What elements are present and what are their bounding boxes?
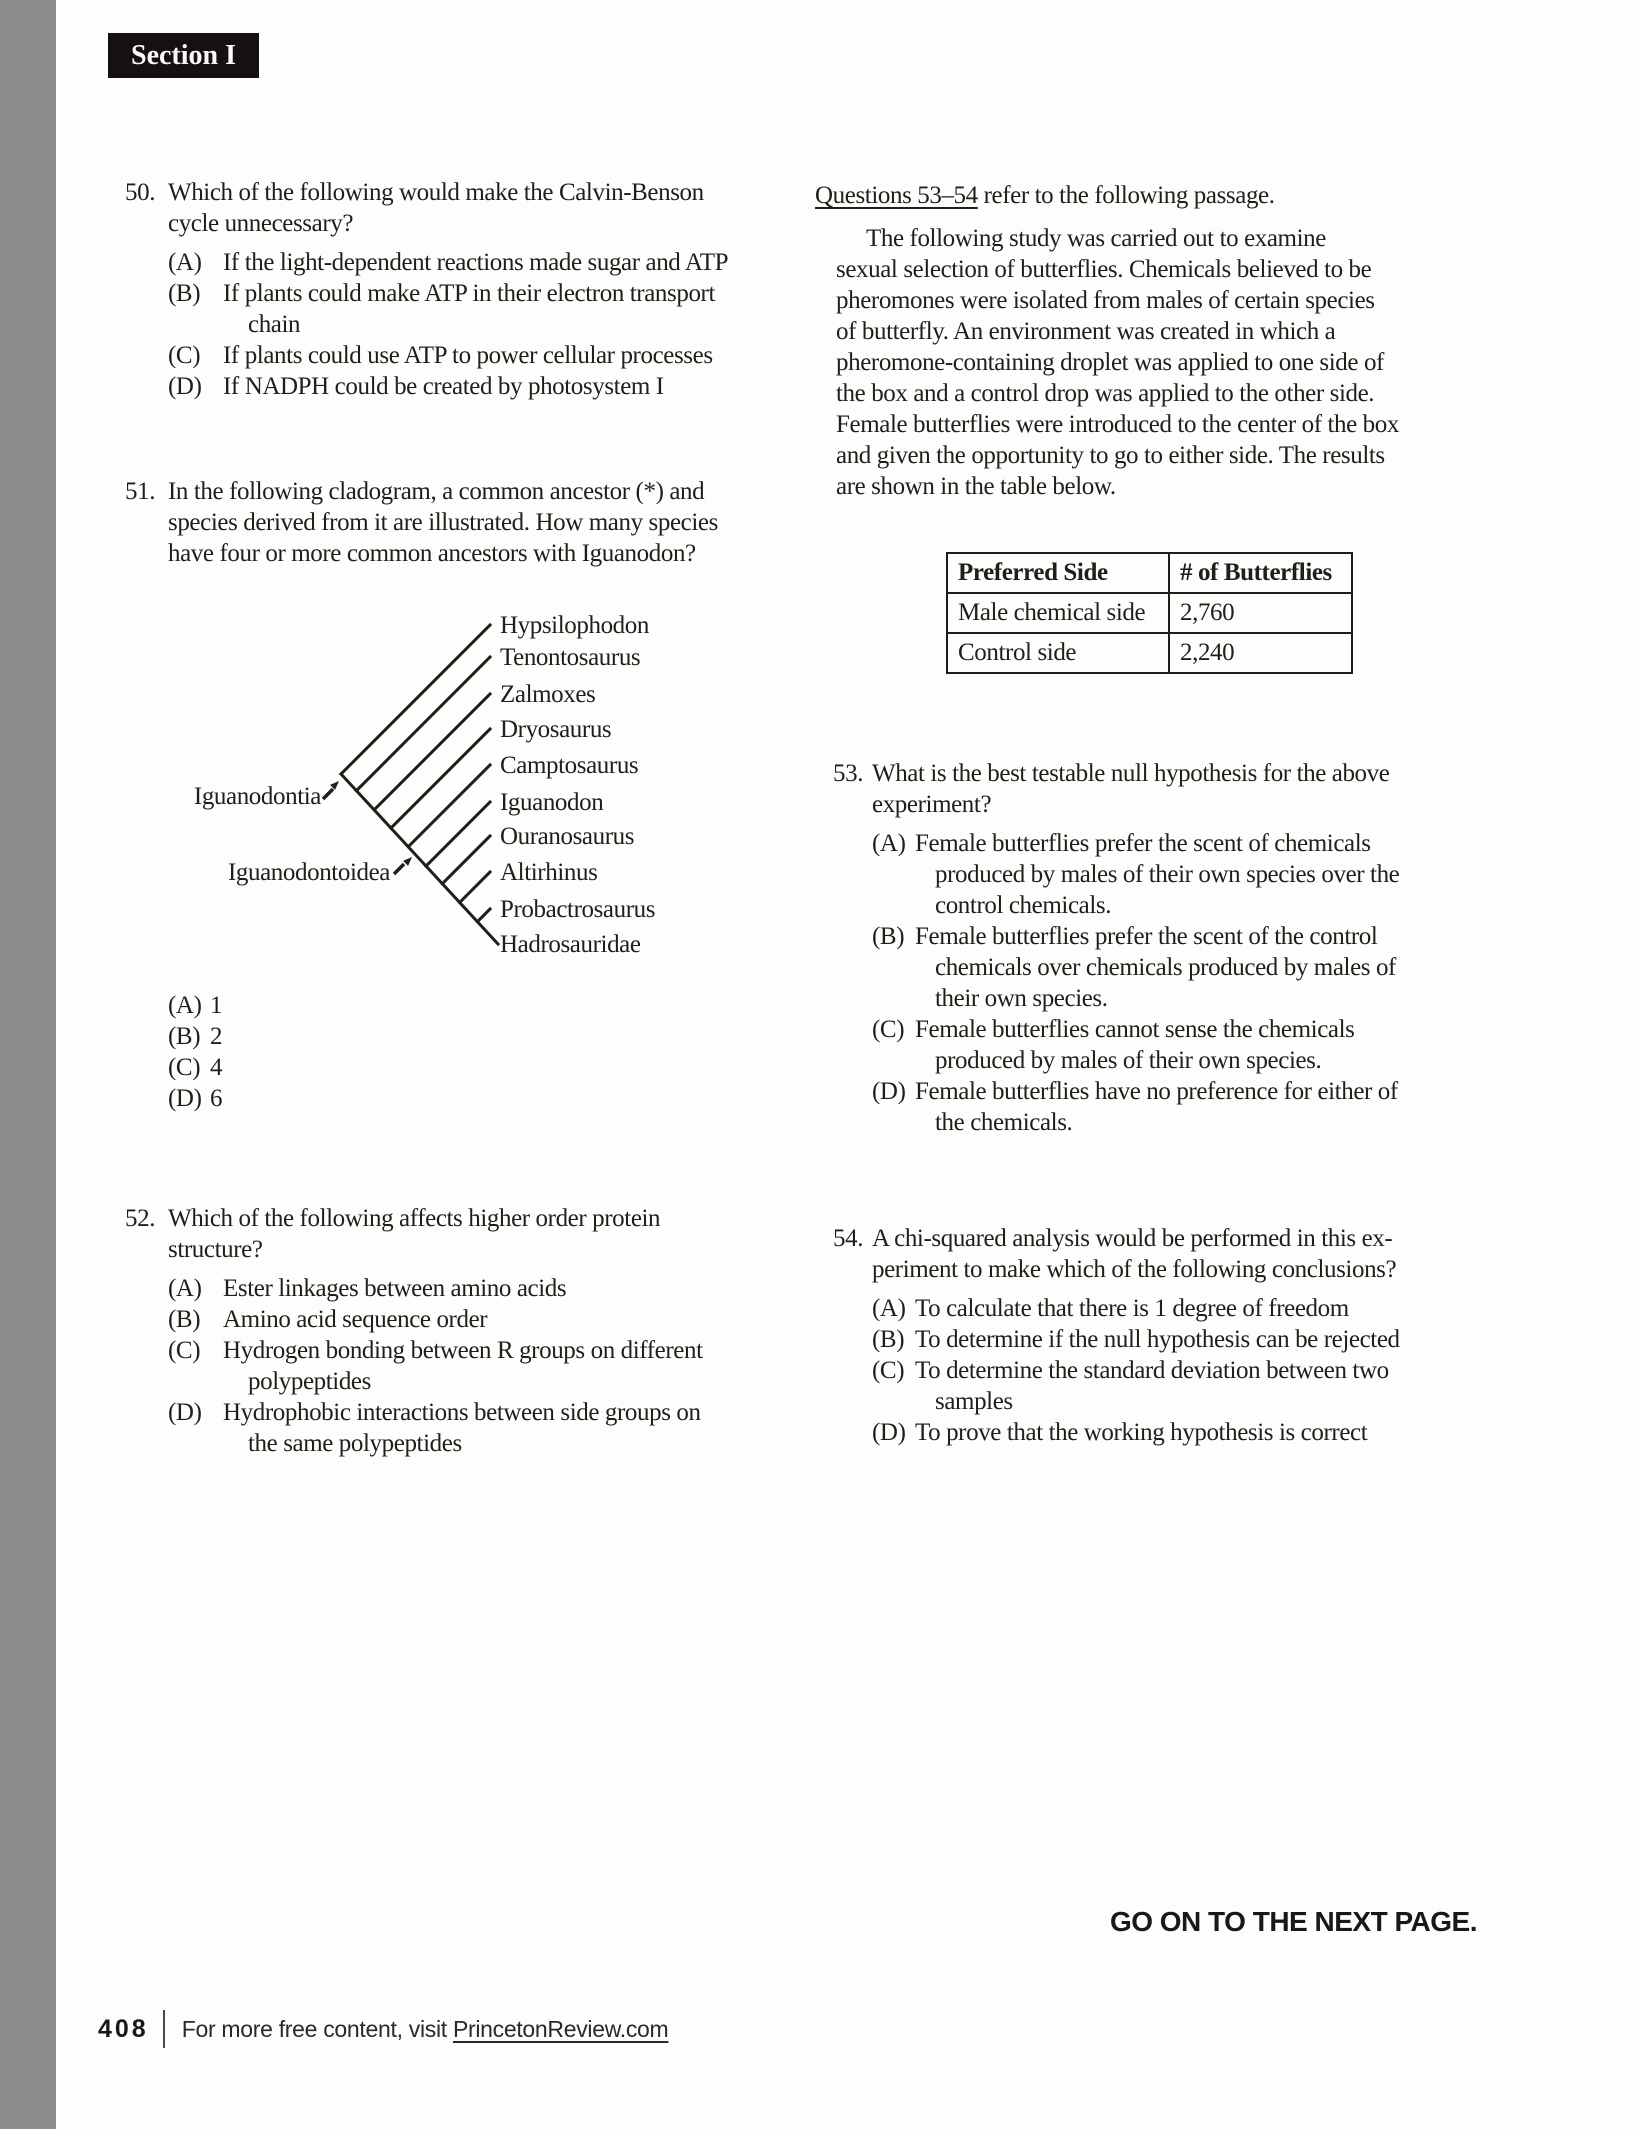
- option-text: [223, 1273, 566, 1304]
- option-c: [168, 1052, 222, 1083]
- option-line: control chemicals.: [935, 892, 1112, 919]
- option-line: Ester linkages between amino acids: [223, 1275, 567, 1302]
- option-text: [223, 371, 664, 402]
- section-badge: [108, 33, 259, 78]
- option-c: [168, 340, 728, 371]
- taxon-label: Ouranosaurus: [500, 823, 635, 850]
- option-label: (B): [168, 280, 201, 307]
- option-text: [223, 1304, 487, 1335]
- passage-header-rest: refer to the following passage.: [977, 182, 1275, 209]
- passage-line: sexual selection of butterflies. Chemicals believed to be: [836, 256, 1372, 283]
- option-text: [223, 340, 713, 371]
- option-b: [872, 921, 1399, 1014]
- option-label: (C): [168, 342, 201, 369]
- option-line: produced by males of their own species over the: [935, 861, 1400, 888]
- taxon-label: Camptosaurus: [500, 752, 639, 779]
- option-b: [168, 1021, 222, 1052]
- option-line: their own species.: [935, 985, 1108, 1012]
- option-label: (B): [872, 923, 905, 950]
- taxon-label: Altirhinus: [500, 859, 598, 886]
- option-label: (B): [168, 1306, 201, 1333]
- stem-line: experiment?: [872, 791, 992, 818]
- option-text: [915, 1324, 1400, 1355]
- question-body: [872, 758, 1399, 1138]
- stem-line: have four or more common ancestors with Iguanodon?: [168, 540, 696, 567]
- option-line: Female butterflies have no preference for either of: [915, 1078, 1398, 1105]
- table-cell-count: 2,240: [1169, 633, 1352, 673]
- table-cell-side: Control side: [947, 633, 1169, 673]
- option-line: Amino acid sequence order: [223, 1306, 488, 1333]
- passage-line: and given the opportunity to go to either side. The results: [836, 442, 1385, 469]
- branch-camptosaurus: [408, 765, 490, 847]
- option-label: (A): [168, 992, 202, 1019]
- taxon-label: Hypsilophodon: [500, 612, 649, 639]
- option-b: [872, 1324, 1400, 1355]
- taxon-label: Iguanodon: [500, 789, 604, 816]
- option-c: [872, 1014, 1399, 1076]
- taxon-label: Zalmoxes: [500, 681, 596, 708]
- footer-divider: [163, 2010, 165, 2048]
- option-text: [210, 990, 222, 1021]
- clade-label-iguanodontia: Iguanodontia: [193, 783, 321, 810]
- stem-line: A chi-squared analysis would be performed in this ex-: [872, 1225, 1393, 1252]
- clade-annotations: [194, 781, 412, 886]
- option-label: (D): [168, 373, 202, 400]
- taxon-label: Tenontosaurus: [500, 644, 641, 671]
- table-cell-count: 2,760: [1169, 593, 1352, 633]
- option-text: [915, 1014, 1354, 1076]
- option-line: To determine the standard deviation between two: [915, 1357, 1389, 1384]
- option-d: [872, 1417, 1400, 1448]
- passage-header: [815, 180, 1275, 211]
- option-line: If plants could use ATP to power cellular processes: [223, 342, 713, 369]
- branch-probactrosaurus: [477, 909, 490, 922]
- passage-line: The following study was carried out to examine: [866, 225, 1326, 252]
- option-line: 6: [210, 1085, 223, 1112]
- results-table: [946, 552, 1353, 674]
- option-label: (D): [168, 1399, 202, 1426]
- option-label: (B): [168, 1023, 201, 1050]
- table-row: [947, 593, 1352, 633]
- option-label: (A): [168, 1275, 202, 1302]
- option-line: If plants could make ATP in their electron transport: [223, 280, 716, 307]
- passage-line: Female butterflies were introduced to the center of the box: [836, 411, 1399, 438]
- option-line: Hydrogen bonding between R groups on different: [223, 1337, 703, 1364]
- taxon-label: Probactrosaurus: [500, 896, 656, 923]
- passage-header-underlined: Questions 53–54: [815, 182, 978, 209]
- branch-altirhinus: [460, 872, 490, 903]
- option-b: [168, 1304, 703, 1335]
- passage-line: pheromone-containing droplet was applied to one side of: [836, 349, 1384, 376]
- option-c: [872, 1355, 1400, 1417]
- option-text: [223, 1335, 703, 1397]
- stem-line: What is the best testable null hypothesis for the above: [872, 760, 1390, 787]
- stem-line: Which of the following affects higher order protein: [168, 1205, 661, 1232]
- option-line: chain: [248, 311, 301, 338]
- option-b: [168, 278, 728, 340]
- options: [872, 828, 1399, 1138]
- option-line: 4: [210, 1054, 223, 1081]
- branch-iguanodon: [426, 802, 490, 866]
- option-a: [168, 1273, 703, 1304]
- option-a: [168, 247, 728, 278]
- option-line: 1: [210, 992, 223, 1019]
- option-text: [915, 921, 1396, 1014]
- footer-text-prefix: For more free content, visit: [181, 2015, 453, 2042]
- passage-line: of butterfly. An environment was created in which a: [836, 318, 1336, 345]
- stem-line: In the following cladogram, a common ancestor (*) and: [168, 478, 705, 505]
- passage-line: pheromones were isolated from males of certain species: [836, 287, 1375, 314]
- option-label: (D): [872, 1078, 906, 1105]
- cladogram-figure: [140, 580, 700, 980]
- question-50: [125, 177, 775, 402]
- stem-line: cycle unnecessary?: [168, 210, 354, 237]
- table-row: [947, 633, 1352, 673]
- go-on-instruction: GO ON TO THE NEXT PAGE.: [1109, 1906, 1477, 1937]
- option-line: samples: [935, 1388, 1013, 1415]
- option-text: [210, 1052, 222, 1083]
- option-a: [872, 828, 1399, 921]
- option-line: polypeptides: [248, 1368, 371, 1395]
- question-number: 54.: [833, 1225, 864, 1252]
- iguanodontoidea-arrow-icon: [394, 864, 404, 874]
- footer-link: PrincetonReview.com: [452, 2015, 669, 2042]
- question-number: 51.: [125, 478, 156, 505]
- option-line: 2: [210, 1023, 223, 1050]
- stem-line: Which of the following would make the Calvin-Benson: [168, 179, 704, 206]
- option-label: (C): [872, 1357, 905, 1384]
- option-line: If the light-dependent reactions made sugar and ATP: [223, 249, 729, 276]
- table-header-row: [947, 553, 1352, 593]
- option-text: [915, 1355, 1389, 1417]
- option-line: To prove that the working hypothesis is correct: [915, 1419, 1368, 1446]
- option-line: Female butterflies prefer the scent of chemicals: [915, 830, 1371, 857]
- passage-header-line: [815, 180, 1275, 211]
- page-edge-bar: [0, 0, 56, 2129]
- options: [168, 1273, 703, 1459]
- option-label: (B): [872, 1326, 905, 1353]
- option-label: (A): [872, 1295, 906, 1322]
- question-51-options: [168, 990, 222, 1114]
- option-label: (D): [168, 1085, 202, 1112]
- clade-label-iguanodontoidea: Iguanodontoidea: [227, 859, 390, 886]
- passage-line: are shown in the table below.: [836, 473, 1116, 500]
- passage: [836, 223, 1399, 502]
- options: [168, 247, 728, 402]
- table-cell-side: Male chemical side: [947, 593, 1169, 633]
- option-label: (A): [872, 830, 906, 857]
- option-text: [915, 1417, 1367, 1448]
- taxon-label: Dryosaurus: [500, 716, 612, 743]
- options: [872, 1293, 1400, 1448]
- option-a: [872, 1293, 1400, 1324]
- cladogram-lines: [341, 625, 498, 944]
- question-54: [833, 1223, 1493, 1448]
- option-line: produced by males of their own species.: [935, 1047, 1322, 1074]
- option-c: [168, 1335, 703, 1397]
- question-body: [168, 1203, 703, 1459]
- stem-line: periment to make which of the following conclusions?: [872, 1256, 1397, 1283]
- option-label: (C): [168, 1054, 201, 1081]
- option-text: [210, 1021, 222, 1052]
- option-line: To determine if the null hypothesis can be rejected: [915, 1326, 1400, 1353]
- option-line: chemicals over chemicals produced by males of: [935, 954, 1396, 981]
- option-text: [915, 828, 1399, 921]
- question-body: [168, 177, 728, 402]
- question-body: [872, 1223, 1400, 1448]
- taxon-label: Hadrosauridae: [500, 931, 641, 958]
- question-number: 50.: [125, 179, 156, 206]
- option-text: [223, 247, 728, 278]
- option-label: (D): [872, 1419, 906, 1446]
- option-a: [168, 990, 222, 1021]
- iguanodontia-arrow-icon: [323, 789, 333, 799]
- question-53: [833, 758, 1493, 1138]
- branch-tenontosaurus: [356, 657, 490, 791]
- option-label: (C): [168, 1337, 201, 1364]
- option-text: [223, 278, 715, 340]
- stem-line: structure?: [168, 1236, 263, 1263]
- section-label: Section I: [131, 39, 236, 71]
- footer-text: [182, 2016, 669, 2043]
- table-header-preferred-side: Preferred Side: [947, 553, 1169, 593]
- cladogram-taxa-labels: [500, 612, 655, 958]
- question-52: [125, 1203, 775, 1459]
- question-number: 53.: [833, 760, 864, 787]
- option-d: [168, 371, 728, 402]
- page-footer: [98, 2010, 668, 2048]
- option-label: (C): [872, 1016, 905, 1043]
- option-d: [872, 1076, 1399, 1138]
- option-text: [915, 1076, 1398, 1138]
- page-number: 408: [98, 2014, 149, 2043]
- option-text: [210, 1083, 222, 1114]
- option-text: [915, 1293, 1349, 1324]
- option-label: (A): [168, 249, 202, 276]
- options: [168, 990, 222, 1114]
- stem-line: species derived from it are illustrated. How many species: [168, 509, 718, 536]
- option-line: Hydrophobic interactions between side groups on: [223, 1399, 701, 1426]
- option-line: Female butterflies cannot sense the chemicals: [915, 1016, 1355, 1043]
- table-header-butterflies: # of Butterflies: [1169, 553, 1352, 593]
- option-line: If NADPH could be created by photosystem I: [223, 373, 664, 400]
- passage-line: the box and a control drop was applied to the other side.: [836, 380, 1375, 407]
- question-51: [125, 476, 775, 569]
- branch-zalmoxes: [374, 694, 490, 810]
- question-number: 52.: [125, 1205, 156, 1232]
- option-d: [168, 1397, 703, 1459]
- option-line: the chemicals.: [935, 1109, 1073, 1136]
- option-line: To calculate that there is 1 degree of freedom: [915, 1295, 1349, 1322]
- option-line: Female butterflies prefer the scent of the control: [915, 923, 1378, 950]
- question-body: [168, 476, 718, 569]
- option-line: the same polypeptides: [248, 1430, 462, 1457]
- option-text: [223, 1397, 701, 1459]
- option-d: [168, 1083, 222, 1114]
